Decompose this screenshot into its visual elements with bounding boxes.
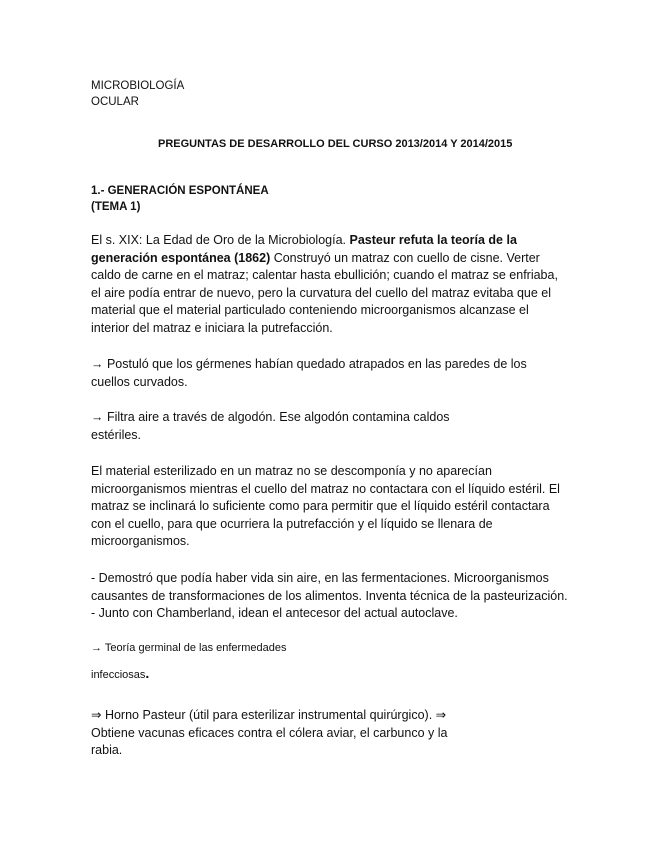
paragraph-pasteur-intro	[91, 232, 561, 337]
header-line-subject: MICROBIOLOGÍA	[91, 80, 185, 92]
paragraph-fermentation: - Demostró que podía haber vida sin aire, en las fermentaciones. Microorganismos causantes de transformaciones de los alimentos. Inventa técnica de la pasteurización. - Junto con Chamberland, idean el antecesor del actual autoclave.	[91, 571, 568, 620]
paragraph-postulate: → Postuló que los gérmenes habían quedado atrapados en las paredes de los cuellos curvados.	[91, 357, 527, 389]
infectious-word: infecciosas	[91, 669, 146, 681]
section-topic: (TEMA 1)	[91, 201, 141, 213]
infectious-dot: .	[145, 665, 150, 681]
paragraph-bold-claim: Pasteur refuta la teoría de la generación espontánea (1862)	[91, 233, 517, 265]
paragraph-sterile-material: El material esterilizado en un matraz no se descomponía y no aparecían microorganismos mientras el cuello del matraz no contactara con el líquido estéril. El matraz se inclinará lo suficiente como para permitir que el líquido estéril contactara con el cuello, para que ocurriera la putrefacción y el líquido se llenara de microorganismos.	[91, 464, 560, 548]
paragraph-air-filter: → Filtra aire a través de algodón. Ese algodón contamina caldos estériles.	[91, 410, 450, 442]
document-header	[91, 78, 184, 110]
paragraph-intro-text: El s. XIX: La Edad de Oro de la Microbiología.	[91, 233, 350, 247]
paragraph-oven-vaccines: ⇒ Horno Pasteur (útil para esterilizar instrumental quirúrgico). ⇒ Obtiene vacunas eficaces contra el cólera aviar, el carbunco y la rabia.	[91, 708, 448, 757]
paragraph-infectious	[91, 666, 149, 683]
paragraph-rest-text: Construyó un matraz con cuello de cisne. Verter caldo de carne en el matraz; calentar hasta ebullición; cuando el matraz se enfriaba, el aire podía entrar de nuevo, pero la curvatura del cuello del matraz evitaba que el material que el material particulado conteniendo microorganismos alcanzase el interior del matraz e iniciara la putrefacción.	[91, 250, 558, 335]
document-subject: PREGUNTAS DE DESARROLLO DEL CURSO 2013/2014 Y 2014/2015	[158, 138, 513, 150]
header-line-area: OCULAR	[91, 96, 139, 108]
section-heading	[91, 183, 269, 215]
paragraph-germ-theory: → Teoría germinal de las enfermedades	[91, 642, 287, 654]
section-title: 1.- GENERACIÓN ESPONTÁNEA	[91, 185, 269, 197]
